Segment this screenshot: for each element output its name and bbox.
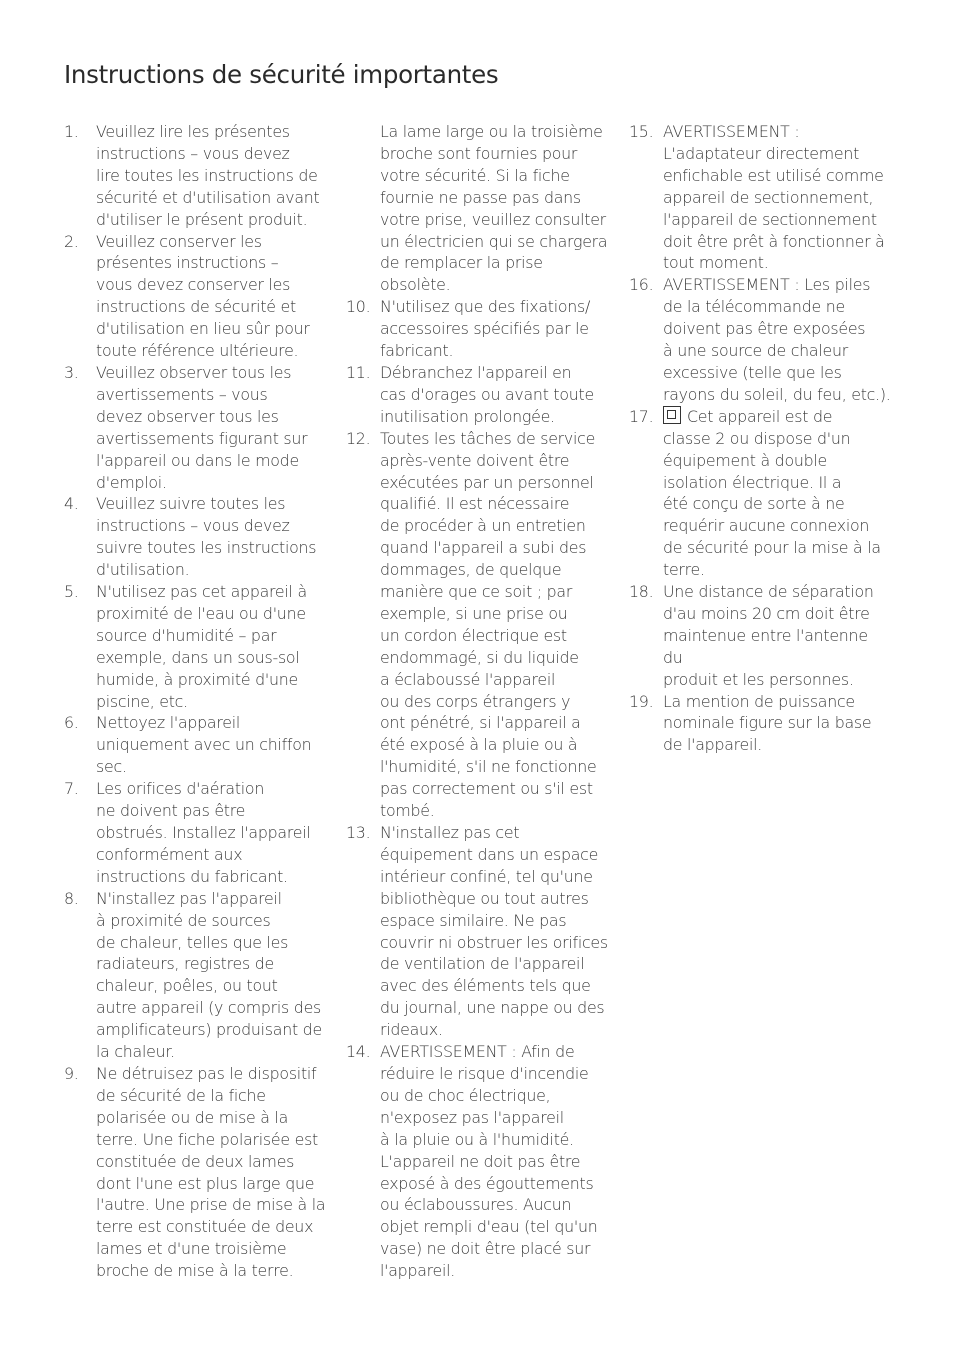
class-2-double-insulation-icon [663, 406, 681, 424]
item-number: 17. [629, 406, 654, 426]
item-text: AVERTISSEMENT : Afin de réduire le risque d'incendie ou de choc électrique, n'exposez pas l'appareil à la pluie ou à l'humidité. L'appareil ne doit pas être exposé à des égouttements ou éclaboussures. Aucun objet rempli d'eau (tel qu'un vase) ne doit être placé sur l'appareil. [380, 1042, 598, 1281]
list-item [629, 691, 891, 757]
item-number: 19. [629, 691, 654, 711]
item-number: 5. [64, 582, 79, 602]
item-text: Veuillez lire les présentes instructions – vous devez lire toutes les instructions de sécurité et d'utilisation avant d'utiliser le présent produit. [96, 122, 320, 229]
list-item [64, 581, 326, 712]
item-text: N'utilisez pas cet appareil à proximité de l'eau ou d'une source d'humidité – par exemple, dans un sous-sol humide, à proximité d'une piscine, etc. [96, 582, 307, 711]
item-number: 10. [346, 297, 371, 317]
list-item [346, 822, 608, 1041]
item-text: Cet appareil est de classe 2 ou dispose d'un équipement à double isolation électrique. Il a été conçu de sorte à ne requérir aucune connexion de sécurité pour la mise à la terre. [663, 406, 881, 580]
list-item [64, 121, 326, 231]
column-3 [629, 121, 891, 756]
item-text: Toutes les tâches de service après-vente doivent être exécutées par un personnel qualifié. Il est nécessaire de procéder à un entretien quand l'appareil a subi des dommages, de quelque manière que ce soit ; par exemple, si une prise ou un cordon électrique est endommagé, si du liquide a éclaboussé l'appareil ou des corps étrangers y ont pénétré, si l'appareil a été exposé à la pluie ou à l'humidité, s'il ne fonctionne pas correctement ou s'il est tombé. [380, 428, 597, 821]
list-item [64, 1063, 326, 1282]
list-item [64, 778, 326, 888]
list-item [346, 296, 608, 362]
list-item [346, 1041, 608, 1282]
item-9-continuation: La lame large ou la troisième broche sont fournies pour votre sécurité. Si la fiche fournie ne passe pas dans votre prise, veuillez consulter un électricien qui se chargera de remplacer la prise obsolète. [380, 122, 608, 295]
item-number: 18. [629, 582, 654, 602]
list-item [64, 712, 326, 778]
item-text: Nettoyez l'appareil uniquement avec un chiffon sec. [96, 713, 312, 777]
item-number: 1. [64, 122, 79, 141]
column-2 [346, 121, 608, 1282]
item-text: AVERTISSEMENT : L'adaptateur directement enfichable est utilisé comme appareil de sectionnement, l'appareil de sectionnement doit être prêt à fonctionner à tout moment. [663, 122, 885, 273]
item-text: Ne détruisez pas le dispositif de sécurité de la fiche polarisée ou de mise à la terre. Une fiche polarisée est constituée de deux lames dont l'une est plus large que l'autre. Une prise de mise à la terre est constituée de deux lames et d'une troisième broche de mise à la terre. [96, 1063, 326, 1281]
item-number: 2. [64, 231, 79, 251]
item-text: Une distance de séparation d'au moins 20 cm doit être maintenue entre l'antenne du produit et les personnes. [663, 582, 874, 689]
item-text: Les orifices d'aération ne doivent pas être obstrués. Installez l'appareil conformément aux instructions du fabricant. [96, 779, 311, 886]
item-number: 7. [64, 779, 79, 799]
item-number: 14. [346, 1042, 371, 1062]
item-number: 4. [64, 494, 79, 514]
item-number: 11. [346, 362, 371, 382]
item-text: AVERTISSEMENT : Les piles de la télécommande ne doivent pas être exposées à une source de chaleur excessive (telle que les rayons du soleil, du feu, etc.). [663, 275, 891, 404]
item-text: La mention de puissance nominale figure sur la base de l'appareil. [663, 691, 872, 755]
item-number: 15. [629, 122, 654, 141]
item-number: 3. [64, 362, 79, 382]
item-number: 16. [629, 275, 654, 295]
list-item [64, 493, 326, 581]
item-number: 9. [64, 1063, 79, 1083]
item-number: 6. [64, 713, 79, 733]
list-item [629, 121, 891, 274]
column-1 [64, 121, 326, 1282]
list-item [629, 581, 891, 691]
list-item [629, 406, 891, 581]
list-item [346, 362, 608, 428]
item-text-with-icon [663, 406, 891, 581]
item-text: Veuillez suivre toutes les instructions – vous devez suivre toutes les instructions d'utilisation. [96, 494, 317, 580]
item-number: 12. [346, 428, 371, 448]
list-item [629, 274, 891, 405]
item-text: N'installez pas cet équipement dans un espace intérieur confiné, tel qu'une bibliothèque ou tout autres espace similaire. Ne pas couvrir ni obstruer les orifices de ventilation de l'appareil avec des éléments tels que du journal, une nappe ou des rideaux. [380, 823, 608, 1040]
page-title: Instructions de sécurité importantes [64, 60, 499, 89]
item-text: Débranchez l'appareil en cas d'orages ou avant toute inutilisation prolongée. [380, 362, 594, 426]
list-item [64, 362, 326, 493]
item-text: N'utilisez que des fixations/ accessoires spécifiés par le fabricant. [380, 297, 591, 361]
item-text: Veuillez observer tous les avertissements – vous devez observer tous les avertissements figurant sur l'appareil ou dans le mode d'emploi. [96, 362, 308, 492]
item-number: 8. [64, 888, 79, 908]
list-item [64, 231, 326, 362]
item-text: N'installez pas l'appareil à proximité de sources de chaleur, telles que les radiateurs, registres de chaleur, poêles, ou tout autre appareil (y compris des amplificateurs) produisant de la chaleur. [96, 888, 322, 1062]
list-item [346, 428, 608, 822]
list-item [64, 888, 326, 1063]
item-text: Veuillez conserver les présentes instructions – vous devez conserver les instructions de sécurité et d'utilisation en lieu sûr pour toute référence ultérieure. [96, 231, 310, 361]
item-number: 13. [346, 823, 371, 842]
